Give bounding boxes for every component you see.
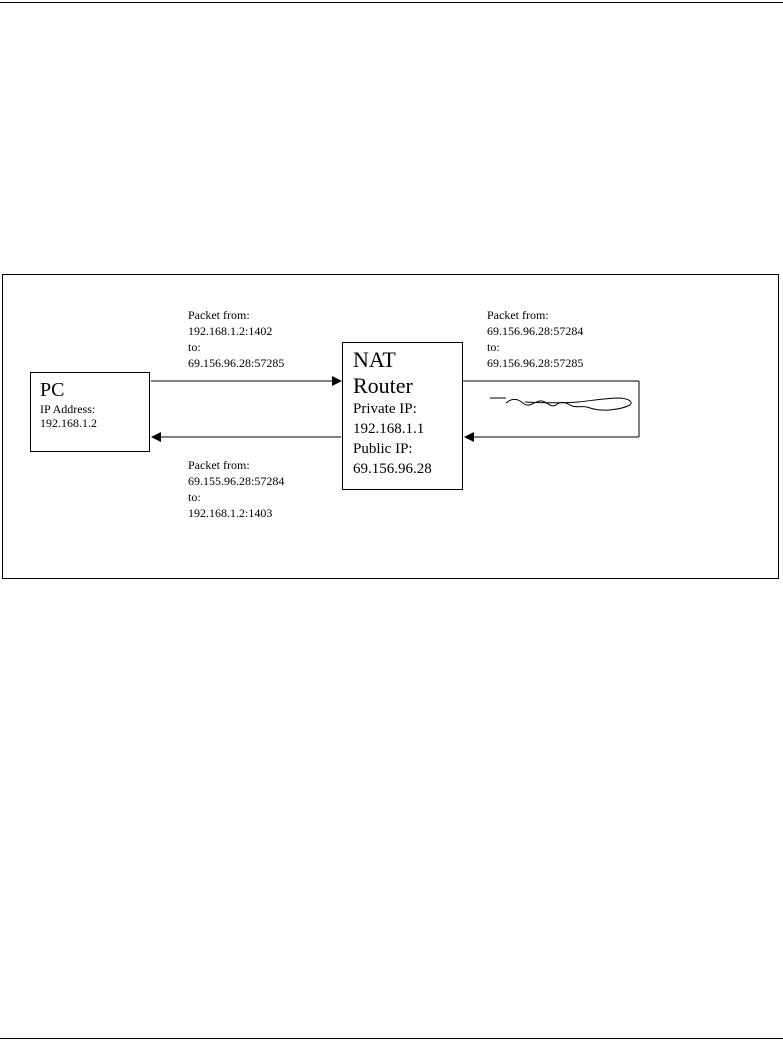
return-line2: 69.155.96.28:57284 [188,474,285,488]
pc-node [30,372,150,452]
router-to-pc-arrowhead [151,432,161,442]
return-line1: Packet from: [188,458,250,472]
nat-router-node [342,342,463,490]
pc-ip-label: IP Address: [40,402,96,416]
internet-line2: 69.156.96.28:57284 [487,324,584,338]
internet-scribble [490,398,631,410]
router-public-ip: 69.156.96.28 [353,461,432,477]
outbound-line2: 192.168.1.2:1402 [188,324,273,338]
outbound-packet-label [188,307,284,371]
router-public-label: Public IP: [353,441,413,457]
router-private-label: Private IP: [353,401,417,417]
router-title-line2: Router [353,373,413,398]
outbound-line1: Packet from: [188,308,250,322]
outbound-line3: to: [188,340,201,354]
internet-line4: 69.156.96.28:57285 [487,356,584,370]
return-packet-label [188,457,284,521]
return-line4: 192.168.1.2:1403 [188,506,273,520]
pc-to-router-arrowhead [332,376,342,386]
outbound-line4: 69.156.96.28:57285 [188,356,285,370]
internet-line1: Packet from: [487,308,549,322]
internet-line3: to: [487,340,500,354]
internet-to-router-arrowhead [464,432,474,442]
return-line3: to: [188,490,201,504]
router-title-line1: NAT [353,347,396,372]
router-private-ip: 192.168.1.1 [353,421,425,437]
pc-title: PC [40,379,65,401]
pc-ip-value: 192.168.1.2 [40,416,97,430]
internet-packet-label [487,307,583,371]
